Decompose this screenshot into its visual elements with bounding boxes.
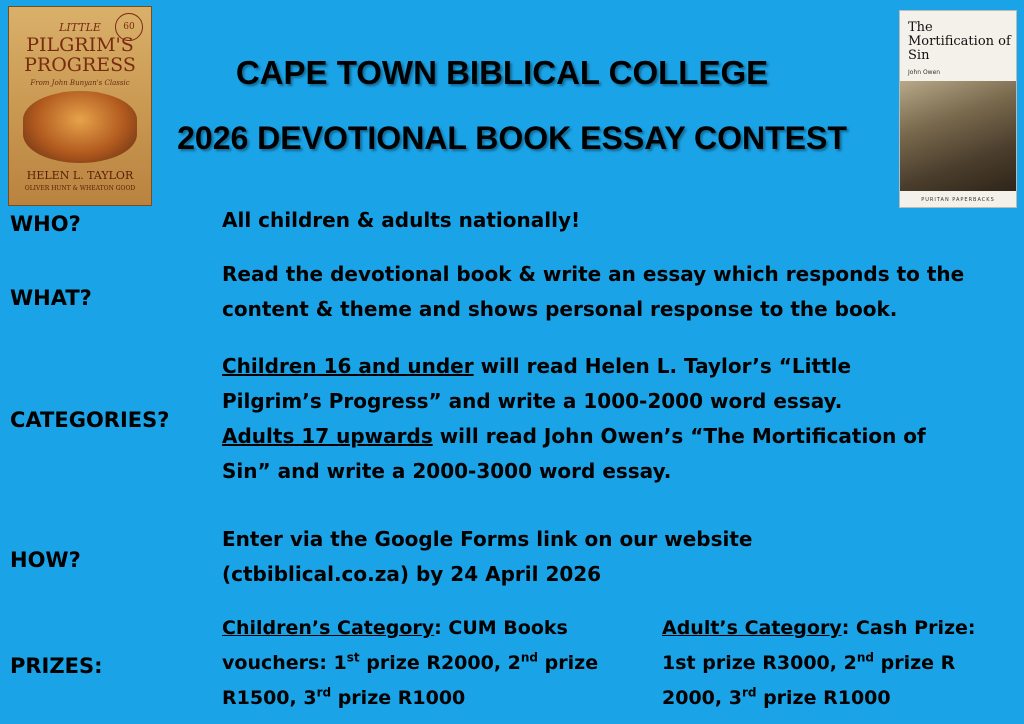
categories-text bbox=[222, 349, 926, 489]
how-line-1: Enter via the Google Forms link on our website bbox=[222, 527, 753, 551]
what-text bbox=[222, 257, 964, 327]
cover-footer: PURITAN PAPERBACKS bbox=[921, 197, 995, 203]
children-prize-heading: Children’s Category bbox=[222, 617, 435, 639]
cover-credit: OLIVER HUNT & WHEATON GOOD bbox=[24, 185, 136, 192]
cover-author: HELEN L. TAYLOR bbox=[26, 169, 134, 182]
adult-prizes: Adult’s Category: Cash Prize: 1st prize R3000, 2nd prize R 2000, 3rd prize R1000 bbox=[662, 617, 976, 709]
little-pilgrims-progress-cover bbox=[8, 6, 152, 206]
who-label: WHO? bbox=[10, 212, 81, 236]
how-label: HOW? bbox=[10, 548, 81, 572]
cover-author: John Owen bbox=[908, 69, 941, 76]
what-line-2: content & theme and shows personal response to the book. bbox=[222, 297, 898, 321]
children-category-line-2: Pilgrim’s Progress” and write a 1000-2000 word essay. bbox=[222, 389, 843, 413]
children-prizes: Children’s Category: CUM Books vouchers: 1st prize R2000, 2nd prize R1500, 3rd prize R1000 bbox=[222, 617, 599, 709]
who-text: All children & adults nationally! bbox=[222, 208, 581, 232]
what-label: WHAT? bbox=[10, 286, 92, 310]
contest-title: 2026 DEVOTIONAL BOOK ESSAY CONTEST bbox=[177, 120, 847, 156]
what-line-1: Read the devotional book & write an essay which responds to the bbox=[222, 262, 965, 286]
how-line-2: (ctbiblical.co.za) by 24 April 2026 bbox=[222, 562, 602, 586]
adults-category-line-1: Adults 17 upwards will read John Owen’s “The Mortification of bbox=[222, 424, 926, 448]
college-title: CAPE TOWN BIBLICAL COLLEGE bbox=[235, 54, 769, 91]
children-category-line-1: Children 16 and under will read Helen L. Taylor’s “Little bbox=[222, 354, 852, 378]
adults-category-line-2: Sin” and write a 2000-3000 word essay. bbox=[222, 459, 672, 483]
cover-title-main: PILGRIM'S PROGRESS bbox=[24, 34, 136, 76]
prizes-label: PRIZES: bbox=[10, 654, 103, 678]
mortification-of-sin-cover bbox=[899, 10, 1017, 208]
cover-title: The Mortification of Sin bbox=[908, 20, 1011, 63]
cover-subtitle: From John Bunyan's Classic bbox=[30, 79, 130, 87]
adults-age-group: Adults 17 upwards bbox=[222, 424, 433, 448]
categories-label: CATEGORIES? bbox=[10, 408, 170, 432]
adult-prize-heading: Adult’s Category bbox=[662, 617, 842, 639]
anniversary-badge: 60 bbox=[115, 13, 143, 41]
cover-title-small: LITTLE bbox=[59, 21, 101, 34]
children-age-group: Children 16 and under bbox=[222, 354, 474, 378]
how-text bbox=[222, 522, 753, 592]
